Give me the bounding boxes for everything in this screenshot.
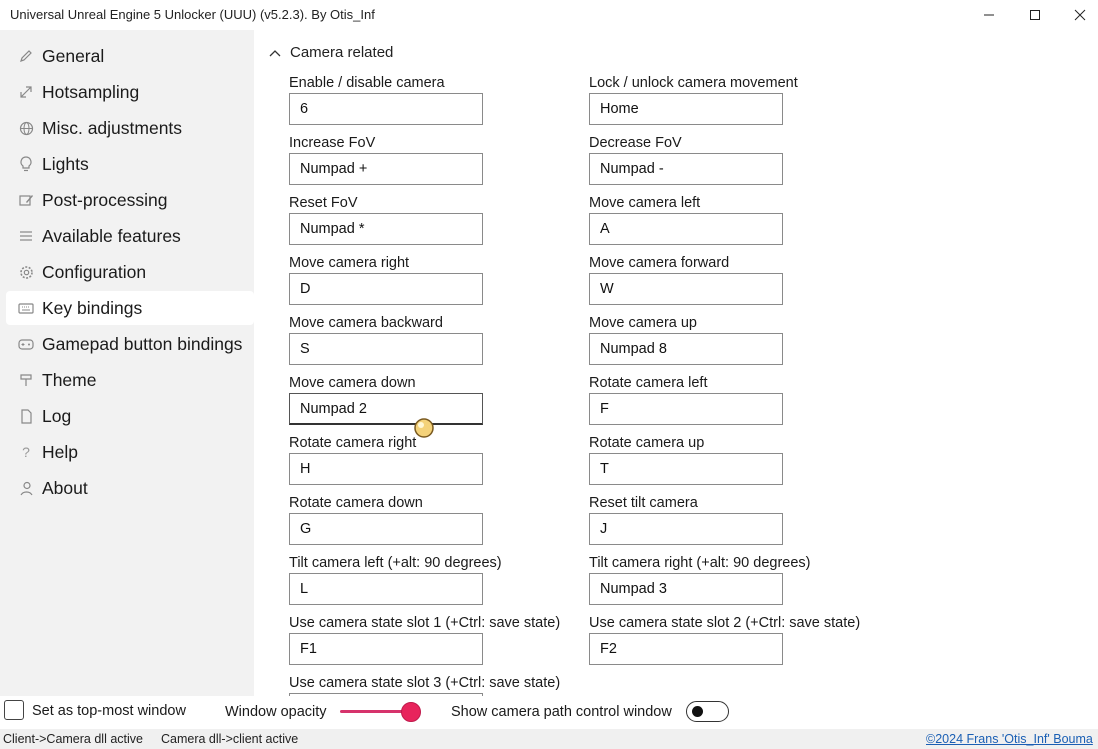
binding-label: Lock / unlock camera movement (589, 75, 798, 91)
binding-camera-state-slot-1-input[interactable]: F1 (289, 633, 483, 665)
binding-label: Move camera right (289, 255, 410, 271)
binding-move-camera-backward-input[interactable]: S (289, 333, 483, 365)
binding-label: Tilt camera left (+alt: 90 degrees) (289, 555, 502, 571)
topmost-window-label: Set as top-most window (32, 703, 186, 719)
binding-label: Reset tilt camera (589, 495, 698, 511)
question-icon: ? (22, 444, 30, 460)
topmost-window-checkbox[interactable] (4, 700, 24, 720)
sidebar-item-label: Theme (42, 369, 97, 390)
bottom-options-bar (0, 696, 1098, 729)
binding-label: Move camera forward (589, 255, 730, 271)
binding-move-camera-up-input[interactable]: Numpad 8 (589, 333, 783, 365)
binding-camera-state-slot-2-input[interactable]: F2 (589, 633, 783, 665)
keyboard-icon (15, 303, 37, 314)
key-bindings-panel (254, 30, 1098, 696)
section-title: Camera related (290, 44, 394, 61)
sidebar-item-post-processing[interactable] (6, 183, 254, 217)
binding-rotate-camera-left-input[interactable]: F (589, 393, 783, 425)
sidebar-item-general[interactable] (6, 39, 254, 73)
list-icon (15, 230, 37, 242)
binding-label: Tilt camera right (+alt: 90 degrees) (589, 555, 811, 571)
binding-label: Rotate camera left (589, 375, 708, 391)
sidebar-item-label: About (42, 477, 88, 498)
edit-image-icon (15, 193, 37, 207)
client-status-text: Client->Camera dll active (3, 732, 143, 746)
sidebar-item-lights[interactable] (6, 147, 254, 181)
sidebar-item-hotsampling[interactable] (6, 75, 254, 109)
window-title: Universal Unreal Engine 5 Unlocker (UUU) (v5.2.3). By Otis_Inf (10, 7, 375, 22)
binding-enable-disable-camera-input[interactable]: 6 (289, 93, 483, 125)
minimize-icon (983, 9, 995, 21)
binding-lock-camera-movement-input[interactable]: Home (589, 93, 783, 125)
sidebar-item-label: Log (42, 405, 72, 426)
binding-move-camera-left-input[interactable]: A (589, 213, 783, 245)
gear-icon (15, 265, 37, 280)
binding-reset-tilt-camera-input[interactable]: J (589, 513, 783, 545)
sidebar-item-label: Gamepad button bindings (42, 333, 243, 354)
window-opacity-label: Window opacity (225, 704, 327, 720)
dll-status-text: Camera dll->client active (161, 732, 299, 746)
binding-label: Move camera backward (289, 315, 443, 331)
binding-label: Rotate camera right (289, 435, 417, 451)
binding-move-camera-down-input[interactable]: Numpad 2 (289, 393, 483, 425)
sidebar-item-gamepad-button-bindings[interactable] (6, 327, 254, 361)
binding-label: Use camera state slot 1 (+Ctrl: save state) (289, 615, 561, 631)
globe-icon (15, 121, 37, 136)
binding-label: Reset FoV (289, 195, 358, 211)
toggle-knob (692, 706, 703, 717)
sidebar-item-key-bindings[interactable] (6, 291, 254, 325)
sidebar-item-misc-adjustments[interactable] (6, 111, 254, 145)
sidebar-item-help[interactable] (6, 435, 254, 469)
binding-label: Rotate camera down (289, 495, 423, 511)
binding-rotate-camera-right-input[interactable]: H (289, 453, 483, 485)
binding-increase-fov-input[interactable]: Numpad + (289, 153, 483, 185)
minimize-button[interactable] (966, 0, 1012, 30)
sidebar-item-label: Lights (42, 153, 89, 174)
binding-label: Enable / disable camera (289, 75, 445, 91)
person-icon (15, 481, 37, 496)
sidebar-item-label: Available features (42, 225, 181, 246)
status-bar (0, 729, 1098, 749)
binding-reset-fov-input[interactable]: Numpad * (289, 213, 483, 245)
binding-move-camera-forward-input[interactable]: W (589, 273, 783, 305)
maximize-button[interactable] (1012, 0, 1058, 30)
sidebar-item-label: Key bindings (42, 297, 143, 318)
paintbrush-icon (15, 373, 37, 388)
camera-path-window-label: Show camera path control window (451, 704, 672, 720)
document-icon (15, 409, 37, 424)
binding-label: Rotate camera up (589, 435, 705, 451)
close-icon (1074, 9, 1086, 21)
resize-icon (15, 85, 37, 99)
sidebar-item-label: Configuration (42, 261, 147, 282)
gamepad-icon (15, 339, 37, 350)
binding-label: Move camera down (289, 375, 416, 391)
window-opacity-slider-thumb[interactable] (401, 702, 421, 722)
binding-label: Move camera left (589, 195, 701, 211)
sidebar-item-configuration[interactable] (6, 255, 254, 289)
binding-label: Decrease FoV (589, 135, 682, 151)
copyright-link[interactable]: ©2024 Frans 'Otis_Inf' Bouma (926, 732, 1093, 746)
chevron-up-icon (268, 46, 282, 60)
sidebar-nav (0, 30, 254, 696)
binding-tilt-camera-right-input[interactable]: Numpad 3 (589, 573, 783, 605)
window-opacity-slider-track[interactable] (340, 710, 410, 713)
sidebar-item-label: Misc. adjustments (42, 117, 183, 138)
sidebar-item-about[interactable] (6, 471, 254, 505)
busy-cursor-icon (413, 417, 435, 439)
binding-tilt-camera-left-input[interactable]: L (289, 573, 483, 605)
binding-label: Increase FoV (289, 135, 376, 151)
lightbulb-icon (15, 156, 37, 172)
camera-path-window-toggle[interactable] (686, 701, 729, 722)
pencil-icon (15, 49, 37, 63)
binding-decrease-fov-input[interactable]: Numpad - (589, 153, 783, 185)
sidebar-item-available-features[interactable] (6, 219, 254, 253)
sidebar-item-label: Help (42, 441, 78, 462)
sidebar-item-log[interactable] (6, 399, 254, 433)
title-bar (0, 0, 1098, 30)
camera-related-section-header[interactable] (268, 44, 393, 61)
binding-rotate-camera-up-input[interactable]: T (589, 453, 783, 485)
maximize-icon (1029, 9, 1041, 21)
binding-label: Use camera state slot 3 (+Ctrl: save state) (289, 675, 561, 691)
binding-move-camera-right-input[interactable]: D (289, 273, 483, 305)
close-button[interactable] (1057, 0, 1098, 30)
sidebar-item-theme[interactable] (6, 363, 254, 397)
binding-rotate-camera-down-input[interactable]: G (289, 513, 483, 545)
sidebar-item-label: Post-processing (42, 189, 168, 210)
binding-label: Use camera state slot 2 (+Ctrl: save state) (589, 615, 861, 631)
sidebar-item-label: Hotsampling (42, 81, 140, 102)
sidebar-item-label: General (42, 45, 105, 66)
binding-label: Move camera up (589, 315, 697, 331)
